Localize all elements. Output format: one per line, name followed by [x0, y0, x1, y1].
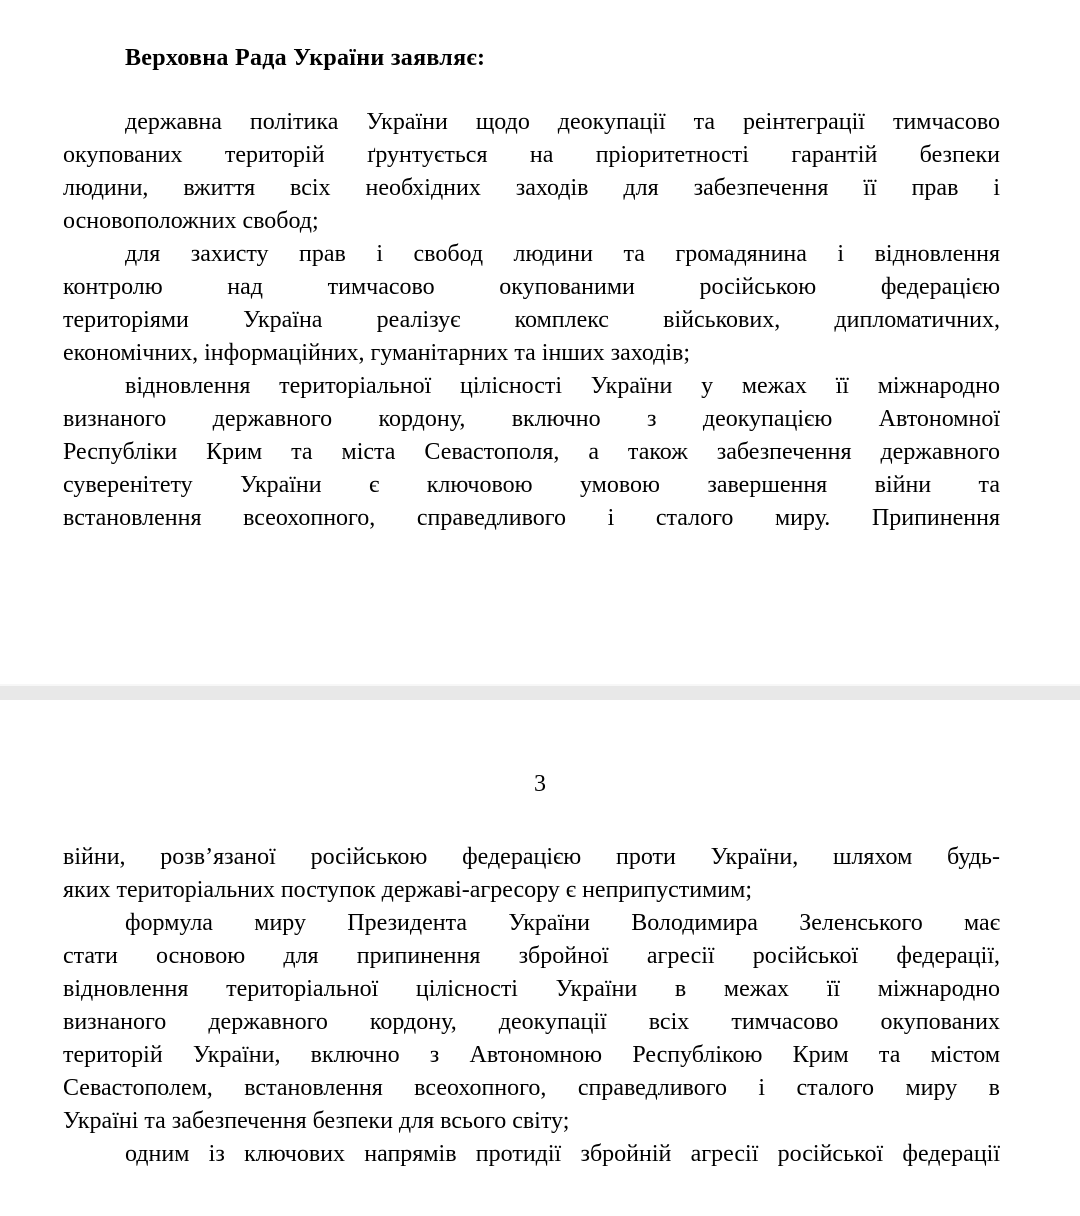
paragraph [63, 238, 1000, 370]
text-line: визнаного державного кордону, включно з деокупацією Автономної [63, 406, 1000, 432]
paragraph [63, 106, 1000, 238]
page-separator [0, 684, 1080, 700]
page-3-body [0, 841, 1080, 1167]
paragraph-continuation [63, 841, 1000, 907]
text-line: територіями Україна реалізує комплекс військових, дипломатичних, [63, 307, 1000, 333]
page-number: 3 [534, 771, 546, 797]
text-line: відновлення територіальної цілісності України в межах її міжнародно [63, 976, 1000, 1002]
clipped-bottom-line [63, 1138, 1000, 1167]
text-line: визнаного державного кордону, деокупації всіх тимчасово окупованих [63, 1009, 1000, 1035]
text-line: війни, розв’язаної російською федерацією проти України, шляхом будь- [63, 844, 1000, 870]
paragraph [63, 370, 1000, 535]
text-line: людини, вжиття всіх необхідних заходів для забезпечення її прав і [63, 175, 1000, 201]
text-line: відновлення територіальної цілісності України у межах її міжнародно [125, 373, 1000, 399]
text-line: стати основою для припинення збройної агресії російської федерації, [63, 943, 1000, 969]
page-2-body [0, 106, 1080, 535]
text-line: територій України, включно з Автономною Республікою Крим та містом [63, 1042, 1000, 1068]
text-line: одним із ключових напрямів протидії збройній агресії російської федерації [125, 1141, 1000, 1167]
text-line: яких територіальних поступок державі-агресору є неприпустимим; [63, 877, 752, 903]
text-line: державна політика України щодо деокупації та реінтеграції тимчасово [125, 109, 1000, 135]
text-line: суверенітету України є ключовою умовою завершення війни та [63, 472, 1000, 498]
text-line: контролю над тимчасово окупованими російською федерацією [63, 274, 1000, 300]
text-line: Республіки Крим та міста Севастополя, а також забезпечення державного [63, 439, 1000, 465]
text-line: встановлення всеохопного, справедливого і сталого миру. Припинення [63, 505, 1000, 531]
text-line: економічних, інформаційних, гуманітарних та інших заходів; [63, 340, 691, 366]
heading-gap [0, 75, 1080, 106]
statement-heading: Верховна Рада України заявляє: [125, 45, 486, 71]
text-line: окупованих територій ґрунтується на пріоритетності гарантій безпеки [63, 142, 1000, 168]
page-3 [0, 768, 1080, 1216]
text-line: формула миру Президента України Володимира Зеленського має [125, 910, 1000, 936]
text-line: для захисту прав і свобод людини та громадянина і відновлення [125, 241, 1000, 267]
paragraph [63, 907, 1000, 1138]
text-line: Україні та забезпечення безпеки для всього світу; [63, 1108, 570, 1134]
text-line: основоположних свобод; [63, 208, 319, 234]
text-line: Севастополем, встановлення всеохопного, справедливого і сталого миру в [63, 1075, 1000, 1101]
